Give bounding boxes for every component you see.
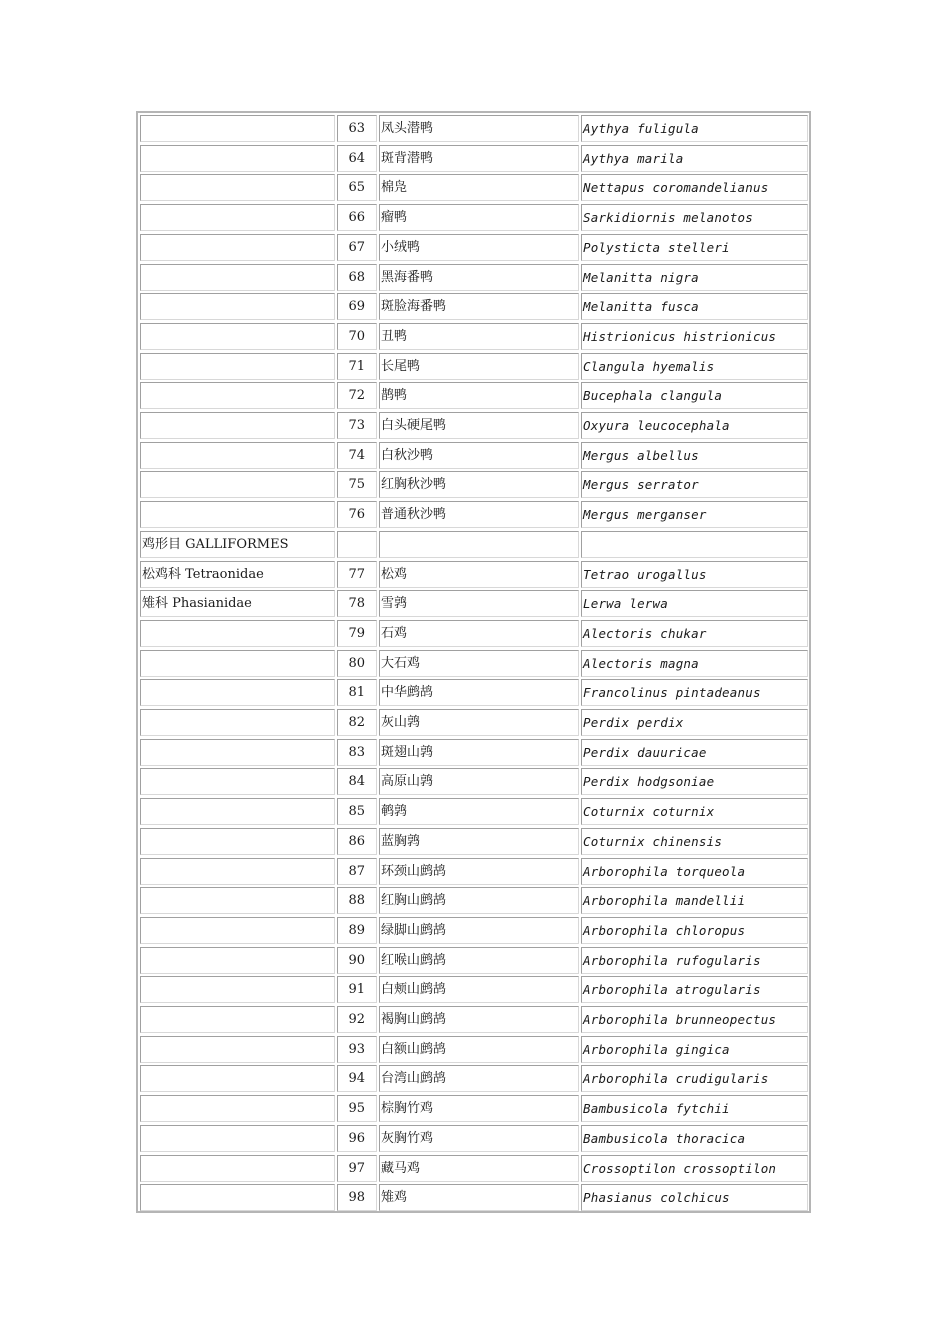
number-cell: 90 <box>337 947 377 974</box>
order-family-cell <box>140 353 335 380</box>
species-table <box>136 111 811 1213</box>
order-family-cell <box>140 1065 335 1092</box>
scientific-name-cell: Oxyura leucocephala <box>581 412 808 439</box>
table-row <box>139 679 808 709</box>
order-family-cell <box>140 204 335 231</box>
table-row <box>139 1125 808 1155</box>
number-cell: 68 <box>337 264 377 291</box>
chinese-name-cell: 藏马鸡 <box>379 1155 579 1182</box>
chinese-name-cell: 石鸡 <box>379 620 579 647</box>
chinese-name-cell: 棉凫 <box>379 174 579 201</box>
number-cell: 66 <box>337 204 377 231</box>
table-row <box>139 293 808 323</box>
chinese-name-cell: 瘤鸭 <box>379 204 579 231</box>
number-cell: 77 <box>337 561 377 588</box>
chinese-name-cell: 大石鸡 <box>379 650 579 677</box>
order-family-cell: 鸡形目 GALLIFORMES <box>140 531 335 558</box>
table-row <box>139 828 808 858</box>
chinese-name-cell: 灰胸竹鸡 <box>379 1125 579 1152</box>
scientific-name-cell: Francolinus pintadeanus <box>581 679 808 706</box>
scientific-name-cell: Mergus serrator <box>581 471 808 498</box>
scientific-name-cell: Arborophila gingica <box>581 1036 808 1063</box>
chinese-name-cell: 丑鸭 <box>379 323 579 350</box>
order-family-cell <box>140 471 335 498</box>
order-family-cell <box>140 323 335 350</box>
number-cell: 73 <box>337 412 377 439</box>
order-family-cell <box>140 798 335 825</box>
chinese-name-cell: 鹊鸭 <box>379 382 579 409</box>
table-row <box>139 382 808 412</box>
order-family-cell <box>140 739 335 766</box>
table-row <box>139 264 808 294</box>
table-body <box>139 115 808 1209</box>
scientific-name-cell: Phasianus colchicus <box>581 1184 808 1211</box>
number-cell: 65 <box>337 174 377 201</box>
table-row <box>139 561 808 591</box>
number-cell: 70 <box>337 323 377 350</box>
number-cell: 84 <box>337 768 377 795</box>
table-row <box>139 798 808 828</box>
number-cell: 85 <box>337 798 377 825</box>
table-row <box>139 353 808 383</box>
table-row <box>139 442 808 472</box>
scientific-name-cell: Crossoptilon crossoptilon <box>581 1155 808 1182</box>
number-cell: 94 <box>337 1065 377 1092</box>
table-row <box>139 1065 808 1095</box>
chinese-name-cell: 白秋沙鸭 <box>379 442 579 469</box>
scientific-name-cell: Alectoris magna <box>581 650 808 677</box>
scientific-name-cell: Coturnix coturnix <box>581 798 808 825</box>
chinese-name-cell: 雪鹑 <box>379 590 579 617</box>
table-row <box>139 947 808 977</box>
order-family-cell <box>140 1155 335 1182</box>
order-family-cell <box>140 620 335 647</box>
scientific-name-cell: Bambusicola fytchii <box>581 1095 808 1122</box>
chinese-name-cell: 松鸡 <box>379 561 579 588</box>
order-family-cell <box>140 917 335 944</box>
scientific-name-cell: Bambusicola thoracica <box>581 1125 808 1152</box>
scientific-name-cell: Arborophila mandellii <box>581 887 808 914</box>
chinese-name-cell: 白头硬尾鸭 <box>379 412 579 439</box>
order-family-cell <box>140 1095 335 1122</box>
scientific-name-cell: Lerwa lerwa <box>581 590 808 617</box>
table-row <box>139 917 808 947</box>
order-family-cell <box>140 1184 335 1211</box>
number-cell: 75 <box>337 471 377 498</box>
scientific-name-cell: Arborophila brunneopectus <box>581 1006 808 1033</box>
number-cell: 67 <box>337 234 377 261</box>
table-row <box>139 1006 808 1036</box>
table-row <box>139 115 808 145</box>
table-row <box>139 531 808 561</box>
order-family-cell <box>140 234 335 261</box>
number-cell: 88 <box>337 887 377 914</box>
chinese-name-cell <box>379 531 579 558</box>
table-row <box>139 234 808 264</box>
scientific-name-cell: Aythya fuligula <box>581 115 808 142</box>
order-family-cell: 雉科 Phasianidae <box>140 590 335 617</box>
scientific-name-cell: Alectoris chukar <box>581 620 808 647</box>
number-cell: 95 <box>337 1095 377 1122</box>
scientific-name-cell: Melanitta fusca <box>581 293 808 320</box>
order-family-cell <box>140 947 335 974</box>
chinese-name-cell: 凤头潜鸭 <box>379 115 579 142</box>
number-cell: 63 <box>337 115 377 142</box>
order-family-cell <box>140 442 335 469</box>
number-cell: 89 <box>337 917 377 944</box>
chinese-name-cell: 长尾鸭 <box>379 353 579 380</box>
chinese-name-cell: 高原山鹑 <box>379 768 579 795</box>
scientific-name-cell: Bucephala clangula <box>581 382 808 409</box>
table-row <box>139 174 808 204</box>
number-cell: 80 <box>337 650 377 677</box>
table-row <box>139 709 808 739</box>
number-cell: 79 <box>337 620 377 647</box>
order-family-cell <box>140 174 335 201</box>
scientific-name-cell: Aythya marila <box>581 145 808 172</box>
table-row <box>139 145 808 175</box>
table-row <box>139 471 808 501</box>
order-family-cell <box>140 887 335 914</box>
order-family-cell <box>140 858 335 885</box>
number-cell: 81 <box>337 679 377 706</box>
order-family-cell <box>140 264 335 291</box>
order-family-cell <box>140 145 335 172</box>
chinese-name-cell: 台湾山鹧鸪 <box>379 1065 579 1092</box>
scientific-name-cell: Arborophila rufogularis <box>581 947 808 974</box>
table-row <box>139 323 808 353</box>
scientific-name-cell: Melanitta nigra <box>581 264 808 291</box>
chinese-name-cell: 红喉山鹧鸪 <box>379 947 579 974</box>
chinese-name-cell: 绿脚山鹧鸪 <box>379 917 579 944</box>
table-row <box>139 858 808 888</box>
order-family-cell <box>140 976 335 1003</box>
order-family-cell <box>140 650 335 677</box>
order-family-cell <box>140 115 335 142</box>
scientific-name-cell: Arborophila chloropus <box>581 917 808 944</box>
scientific-name-cell: Tetrao urogallus <box>581 561 808 588</box>
scientific-name-cell: Arborophila torqueola <box>581 858 808 885</box>
chinese-name-cell: 中华鹧鸪 <box>379 679 579 706</box>
table-row <box>139 887 808 917</box>
scientific-name-cell: Polysticta stelleri <box>581 234 808 261</box>
table-row <box>139 976 808 1006</box>
number-cell: 83 <box>337 739 377 766</box>
chinese-name-cell: 小绒鸭 <box>379 234 579 261</box>
table-row <box>139 768 808 798</box>
number-cell: 72 <box>337 382 377 409</box>
table-row <box>139 590 808 620</box>
order-family-cell <box>140 709 335 736</box>
number-cell: 69 <box>337 293 377 320</box>
scientific-name-cell: Perdix hodgsoniae <box>581 768 808 795</box>
scientific-name-cell: Perdix dauuricae <box>581 739 808 766</box>
table-row <box>139 739 808 769</box>
number-cell: 97 <box>337 1155 377 1182</box>
number-cell: 64 <box>337 145 377 172</box>
chinese-name-cell: 褐胸山鹧鸪 <box>379 1006 579 1033</box>
scientific-name-cell: Nettapus coromandelianus <box>581 174 808 201</box>
scientific-name-cell: Perdix perdix <box>581 709 808 736</box>
number-cell: 96 <box>337 1125 377 1152</box>
chinese-name-cell: 灰山鹑 <box>379 709 579 736</box>
number-cell: 78 <box>337 590 377 617</box>
order-family-cell <box>140 293 335 320</box>
chinese-name-cell: 斑翅山鹑 <box>379 739 579 766</box>
chinese-name-cell: 白颊山鹧鸪 <box>379 976 579 1003</box>
scientific-name-cell: Mergus albellus <box>581 442 808 469</box>
scientific-name-cell: Mergus merganser <box>581 501 808 528</box>
chinese-name-cell: 鹌鹑 <box>379 798 579 825</box>
number-cell: 91 <box>337 976 377 1003</box>
order-family-cell <box>140 679 335 706</box>
chinese-name-cell: 普通秋沙鸭 <box>379 501 579 528</box>
number-cell: 87 <box>337 858 377 885</box>
chinese-name-cell: 红胸秋沙鸭 <box>379 471 579 498</box>
order-family-cell <box>140 768 335 795</box>
table-row <box>139 1184 808 1214</box>
number-cell: 92 <box>337 1006 377 1033</box>
number-cell <box>337 531 377 558</box>
scientific-name-cell: Sarkidiornis melanotos <box>581 204 808 231</box>
number-cell: 71 <box>337 353 377 380</box>
number-cell: 98 <box>337 1184 377 1211</box>
chinese-name-cell: 棕胸竹鸡 <box>379 1095 579 1122</box>
chinese-name-cell: 黑海番鸭 <box>379 264 579 291</box>
table-row <box>139 1036 808 1066</box>
number-cell: 76 <box>337 501 377 528</box>
order-family-cell <box>140 382 335 409</box>
scientific-name-cell: Coturnix chinensis <box>581 828 808 855</box>
order-family-cell <box>140 1036 335 1063</box>
chinese-name-cell: 斑背潜鸭 <box>379 145 579 172</box>
scientific-name-cell: Clangula hyemalis <box>581 353 808 380</box>
order-family-cell <box>140 412 335 439</box>
chinese-name-cell: 白额山鹧鸪 <box>379 1036 579 1063</box>
order-family-cell <box>140 501 335 528</box>
chinese-name-cell: 环颈山鹧鸪 <box>379 858 579 885</box>
chinese-name-cell: 斑脸海番鸭 <box>379 293 579 320</box>
order-family-cell <box>140 1125 335 1152</box>
number-cell: 74 <box>337 442 377 469</box>
chinese-name-cell: 红胸山鹧鸪 <box>379 887 579 914</box>
table-row <box>139 412 808 442</box>
table-row <box>139 204 808 234</box>
chinese-name-cell: 蓝胸鹑 <box>379 828 579 855</box>
scientific-name-cell <box>581 531 808 558</box>
order-family-cell: 松鸡科 Tetraonidae <box>140 561 335 588</box>
table-row <box>139 1155 808 1185</box>
number-cell: 86 <box>337 828 377 855</box>
table-row <box>139 1095 808 1125</box>
order-family-cell <box>140 1006 335 1033</box>
chinese-name-cell: 雉鸡 <box>379 1184 579 1211</box>
number-cell: 93 <box>337 1036 377 1063</box>
table-row <box>139 650 808 680</box>
number-cell: 82 <box>337 709 377 736</box>
scientific-name-cell: Arborophila atrogularis <box>581 976 808 1003</box>
scientific-name-cell: Arborophila crudigularis <box>581 1065 808 1092</box>
table-row <box>139 501 808 531</box>
table-row <box>139 620 808 650</box>
scientific-name-cell: Histrionicus histrionicus <box>581 323 808 350</box>
order-family-cell <box>140 828 335 855</box>
